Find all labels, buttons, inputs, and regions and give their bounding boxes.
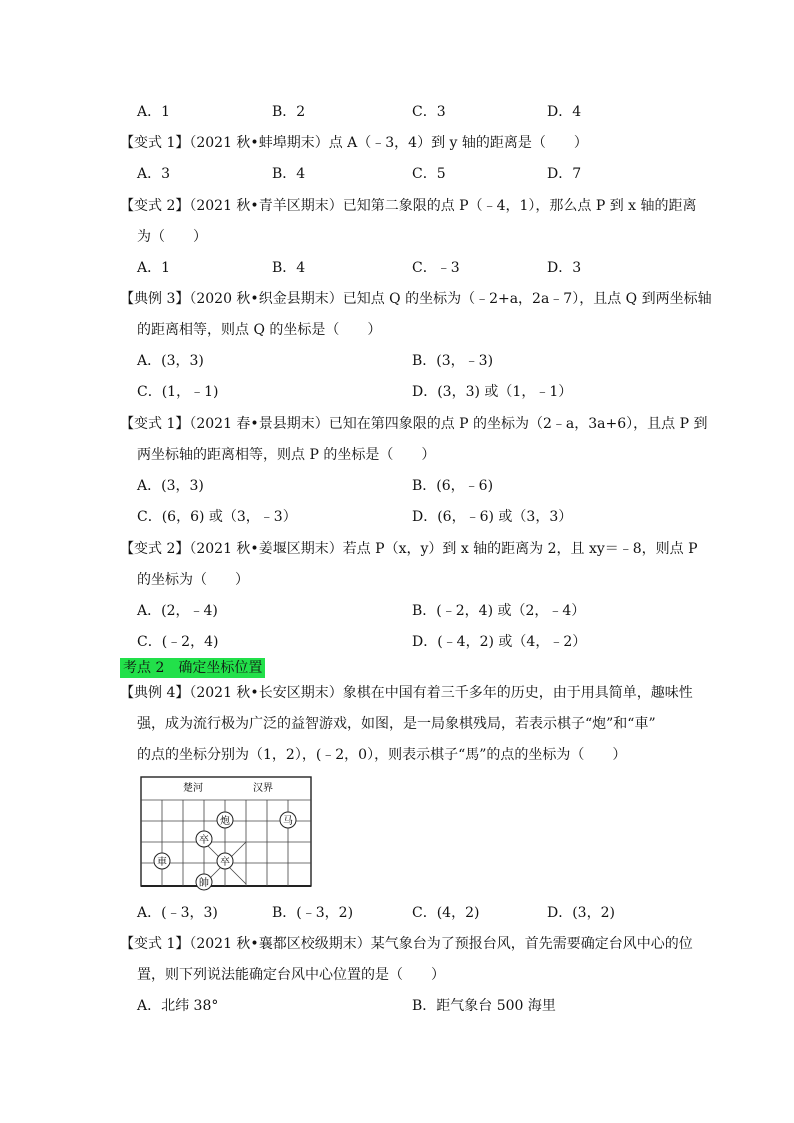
option-b[interactable]: B．2 (272, 104, 306, 120)
svg-text:卒: 卒 (220, 857, 230, 868)
option-c[interactable]: C．﹣3 (412, 260, 460, 276)
option-b[interactable]: B．(3，﹣3) (412, 353, 494, 369)
svg-text:马: 马 (283, 816, 293, 827)
option-c[interactable]: C．(6，6) 或（3，﹣3） (137, 509, 297, 525)
piece-shuai (196, 874, 212, 890)
option-d[interactable]: D．(3，3) 或（1，﹣1） (412, 384, 573, 400)
option-a[interactable]: A．(3，3) (137, 478, 204, 494)
svg-text:帥: 帥 (199, 878, 209, 889)
piece-pao (217, 812, 233, 828)
option-c[interactable]: C．(4，2) (412, 905, 480, 921)
question-stem-continued: 的点的坐标分别为（1，2），(﹣2，0），则表示棋子“馬”的点的坐标为（ ） (137, 747, 627, 763)
xiangqi-board-figure (140, 776, 312, 894)
option-a[interactable]: A．北纬 38° (137, 998, 219, 1014)
piece-che (154, 853, 170, 869)
question-stem: 【变式 2】（2021 秋•青羊区期末）已知第二象限的点 P（﹣4，1），那么点 P 到 x 轴的距离 (120, 198, 697, 214)
option-c[interactable]: C．(1，﹣1) (137, 384, 219, 400)
option-a[interactable]: A．(3，3) (137, 353, 204, 369)
option-b[interactable]: B．4 (272, 166, 306, 182)
option-a[interactable]: A．3 (137, 166, 171, 182)
question-stem-continued: 强，成为流行极为广泛的益智游戏，如图，是一局象棋残局，若表示棋子“炮”和“車” (137, 716, 656, 732)
option-b[interactable]: B．(6，﹣6) (412, 478, 494, 494)
option-d[interactable]: D．(3，2) (547, 905, 615, 921)
option-d[interactable]: D．(6，﹣6) 或（3，3） (412, 509, 573, 525)
question-stem: 【变式 1】（2021 春•景县期末）已知在第四象限的点 P 的坐标为（2﹣a，3a+6），且点 P 到 (120, 416, 708, 432)
option-a[interactable]: A．(2，﹣4) (137, 603, 218, 619)
piece-ma (280, 812, 296, 828)
svg-text:炮: 炮 (220, 816, 230, 827)
question-stem: 【变式 2】（2021 秋•姜堰区期末）若点 P（x，y）到 x 轴的距离为 2，且 xy＝﹣8，则点 P (120, 541, 698, 557)
option-a[interactable]: A．1 (137, 104, 171, 120)
option-a[interactable]: A．(﹣3，3) (137, 905, 218, 921)
river-label-right: 汉界 (253, 783, 273, 794)
piece-zu (196, 831, 212, 847)
piece-zu (217, 853, 233, 869)
question-stem-continued: 两坐标轴的距离相等，则点 P 的坐标是（ ） (137, 447, 436, 463)
option-d[interactable]: D．3 (547, 260, 582, 276)
section-heading: 考点 2 确定坐标位置 (120, 658, 265, 678)
question-stem: 【典例 4】（2021 秋•长安区期末）象棋在中国有着三千多年的历史，由于用具简单，趣味性 (120, 685, 693, 701)
question-stem-continued: 的距离相等，则点 Q 的坐标是（ ） (137, 322, 382, 338)
question-stem-continued: 为（ ） (137, 229, 207, 245)
option-d[interactable]: D．7 (547, 166, 582, 182)
option-b[interactable]: B．4 (272, 260, 306, 276)
option-a[interactable]: A．1 (137, 260, 171, 276)
option-b[interactable]: B．距气象台 500 海里 (412, 998, 556, 1014)
option-c[interactable]: C．5 (412, 166, 446, 182)
option-d[interactable]: D．(﹣4，2) 或（4，﹣2） (412, 634, 587, 650)
svg-text:車: 車 (157, 857, 167, 868)
question-stem-continued: 的坐标为（ ） (137, 572, 249, 588)
question-stem: 【典例 3】（2020 秋•织金县期末）已知点 Q 的坐标为（﹣2+a，2a﹣7），且点 Q 到两坐标轴 (120, 291, 712, 307)
option-b[interactable]: B．(﹣3，2) (272, 905, 354, 921)
option-d[interactable]: D．4 (547, 104, 582, 120)
svg-text:卒: 卒 (199, 835, 209, 846)
river-label-left: 楚河 (183, 783, 203, 794)
question-stem: 【变式 1】（2021 秋•蚌埠期末）点 A（﹣3，4）到 y 轴的距离是（ ） (120, 135, 588, 151)
question-stem-continued: 置，则下列说法能确定台风中心位置的是（ ） (137, 967, 445, 983)
option-b[interactable]: B．(﹣2，4) 或（2，﹣4） (412, 603, 586, 619)
question-stem: 【变式 1】（2021 秋•襄都区校级期末）某气象台为了预报台风，首先需要确定台风中心的位 (120, 936, 693, 952)
option-c[interactable]: C．(﹣2，4) (137, 634, 219, 650)
option-c[interactable]: C．3 (412, 104, 446, 120)
